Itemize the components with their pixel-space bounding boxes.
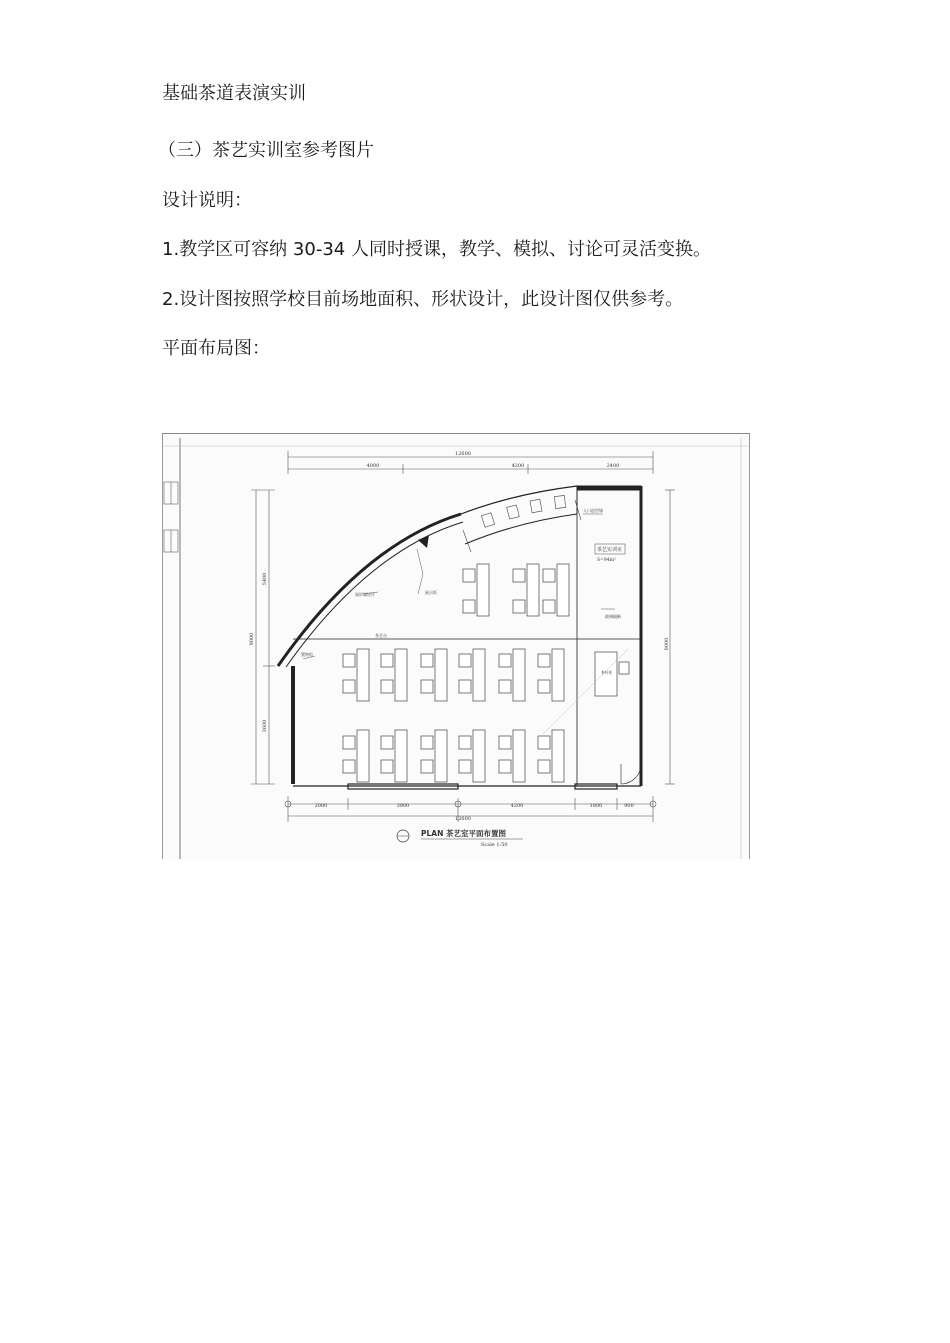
- desk: [557, 564, 569, 616]
- chair: [421, 654, 433, 667]
- chair: [538, 736, 550, 749]
- desk: [435, 649, 447, 701]
- dim-left-lower: 3600: [262, 719, 268, 733]
- chair: [499, 654, 511, 667]
- dim-left-upper: 5400: [262, 572, 268, 586]
- dim-top-seg-1: 4000: [366, 463, 380, 469]
- dim-top-seg-3: 2400: [606, 463, 620, 469]
- plan-scale: Scale 1:50: [481, 842, 508, 848]
- dim-bottom-seg-4: 1800: [589, 803, 603, 809]
- design-note-2: 2.设计图按照学校目前场地面积、形状设计，此设计图仅供参考。: [162, 289, 684, 310]
- floor-plan-drawing: [163, 434, 749, 859]
- chair: [343, 680, 355, 693]
- chair: [513, 569, 525, 582]
- dim-top-total: 12600: [455, 451, 471, 457]
- chair: [459, 680, 471, 693]
- desk: [473, 649, 485, 701]
- desk: [552, 730, 564, 782]
- desk: [552, 649, 564, 701]
- floor-plan-figure: [162, 433, 750, 859]
- desk: [477, 564, 489, 616]
- chair: [459, 760, 471, 773]
- chair: [499, 760, 511, 773]
- chair: [421, 760, 433, 773]
- label-entry-wall: 入口造型墙: [583, 508, 603, 513]
- label-area: S=94m²: [597, 558, 616, 563]
- label-storage: 置物柜: [301, 652, 313, 657]
- dim-bottom-seg-3: 4200: [510, 803, 524, 809]
- desk: [395, 649, 407, 701]
- dim-bottom-seg-1: 2000: [314, 803, 328, 809]
- chair: [463, 600, 475, 613]
- desk: [527, 564, 539, 616]
- chair: [343, 736, 355, 749]
- label-partition: 玻璃隔断: [605, 614, 621, 619]
- chair: [459, 654, 471, 667]
- section-title: （三）茶艺实训室参考图片: [158, 140, 374, 161]
- chair: [543, 600, 555, 613]
- label-curved-wall: 弧形墙设计: [355, 592, 375, 597]
- label-room: 茶艺实训室: [597, 547, 623, 553]
- chair: [343, 760, 355, 773]
- dim-right-total: 9000: [664, 637, 670, 651]
- desk: [357, 649, 369, 701]
- desk-rows: [343, 564, 569, 782]
- chair: [381, 654, 393, 667]
- chair: [421, 680, 433, 693]
- design-notes-label: 设计说明：: [162, 190, 252, 211]
- chair: [421, 736, 433, 749]
- chair: [499, 680, 511, 693]
- chair: [381, 736, 393, 749]
- dim-bottom-seg-5: 900: [624, 803, 634, 809]
- chair: [513, 600, 525, 613]
- chair: [538, 654, 550, 667]
- design-note-1: 1.教学区可容纳 30-34 人同时授课，教学、模拟、讨论可灵活变换。: [162, 239, 711, 260]
- document-heading: 基础茶道表演实训: [162, 83, 306, 104]
- title-block-marks: [164, 482, 178, 552]
- dim-top-seg-2: 4200: [511, 463, 525, 469]
- dim-bottom-total: 12600: [455, 816, 471, 822]
- chair: [459, 736, 471, 749]
- chair: [538, 760, 550, 773]
- chair: [499, 736, 511, 749]
- chair: [343, 654, 355, 667]
- layout-label: 平面布局图：: [162, 338, 270, 359]
- desk: [435, 730, 447, 782]
- desk: [513, 730, 525, 782]
- desk: [395, 730, 407, 782]
- desk: [473, 730, 485, 782]
- label-tea-stand: 茶艺台: [375, 633, 387, 638]
- label-display: 展示柜: [425, 590, 437, 595]
- chair: [381, 760, 393, 773]
- desk: [357, 730, 369, 782]
- chair: [463, 569, 475, 582]
- dim-left-total: 9000: [249, 632, 255, 646]
- label-tea-cabinet: 茶叶柜: [601, 670, 613, 675]
- desk: [513, 649, 525, 701]
- plan-title: PLAN 茶艺室平面布置图: [421, 829, 506, 838]
- dim-bottom-seg-2: 3900: [396, 803, 410, 809]
- chair: [381, 680, 393, 693]
- chair: [543, 569, 555, 582]
- chair: [538, 680, 550, 693]
